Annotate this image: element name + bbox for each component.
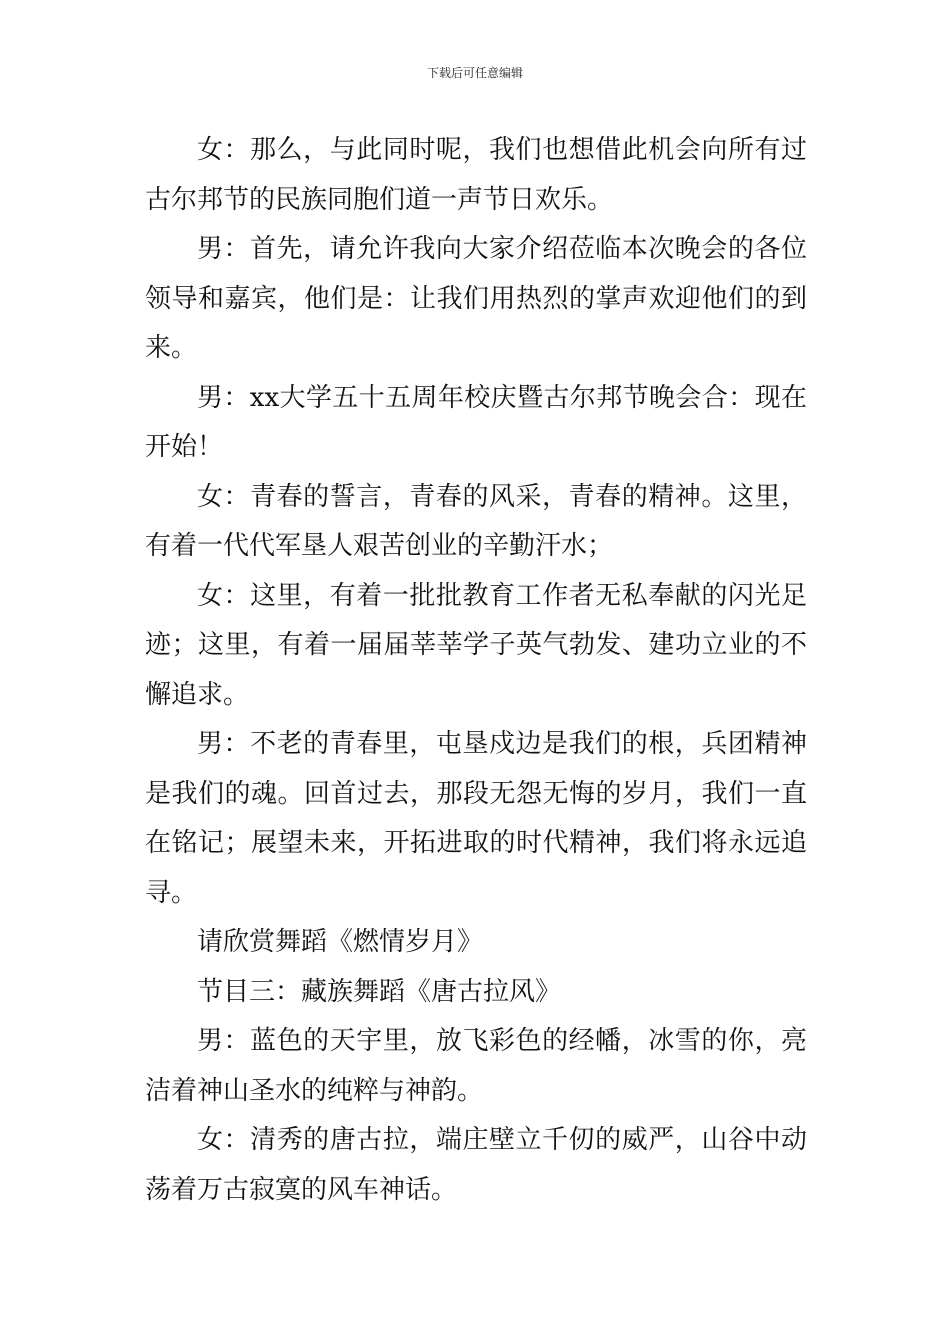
paragraph: 女：这里，有着一批批教育工作者无私奉献的闪光足迹；这里，有着一届届莘莘学子英气勃发、建功立业的不懈追求。 <box>145 580 807 710</box>
paragraph: 节目三：藏族舞蹈《唐古拉风》 <box>197 976 562 1007</box>
page-header: 下载后可任意编辑 <box>426 66 523 80</box>
paragraph: 男：首先，请允许我向大家介绍莅临本次晚会的各位领导和嘉宾，他们是：让我们用热烈的掌声欢迎他们的到来。 <box>145 234 807 363</box>
paragraph: 男：xx大学五十五周年校庆暨古尔邦节晚会合：现在开始！ <box>145 382 807 462</box>
document-body <box>145 126 807 1215</box>
paragraph: 女：青春的誓言，青春的风采，青春的精神。这里，有着一代代军垦人艰苦创业的辛勤汗水； <box>145 481 807 561</box>
paragraph: 男：不老的青春里，屯垦戍边是我们的根，兵团精神是我们的魂。回首过去，那段无怨无悔的岁月，我们一直在铭记；展望未来，开拓进取的时代精神，我们将永远追寻。 <box>145 729 807 908</box>
paragraph: 男：蓝色的天宇里，放飞彩色的经幡，冰雪的你，亮洁着神山圣水的纯粹与神韵。 <box>145 1026 807 1106</box>
paragraph: 请欣赏舞蹈《燃情岁月》 <box>197 927 484 957</box>
paragraph: 女：清秀的唐古拉，端庄壁立千仞的威严，山谷中动荡着万古寂寞的风车神话。 <box>145 1125 807 1205</box>
paragraph: 女：那么，与此同时呢，我们也想借此机会向所有过古尔邦节的民族同胞们道一声节日欢乐。 <box>145 135 807 215</box>
